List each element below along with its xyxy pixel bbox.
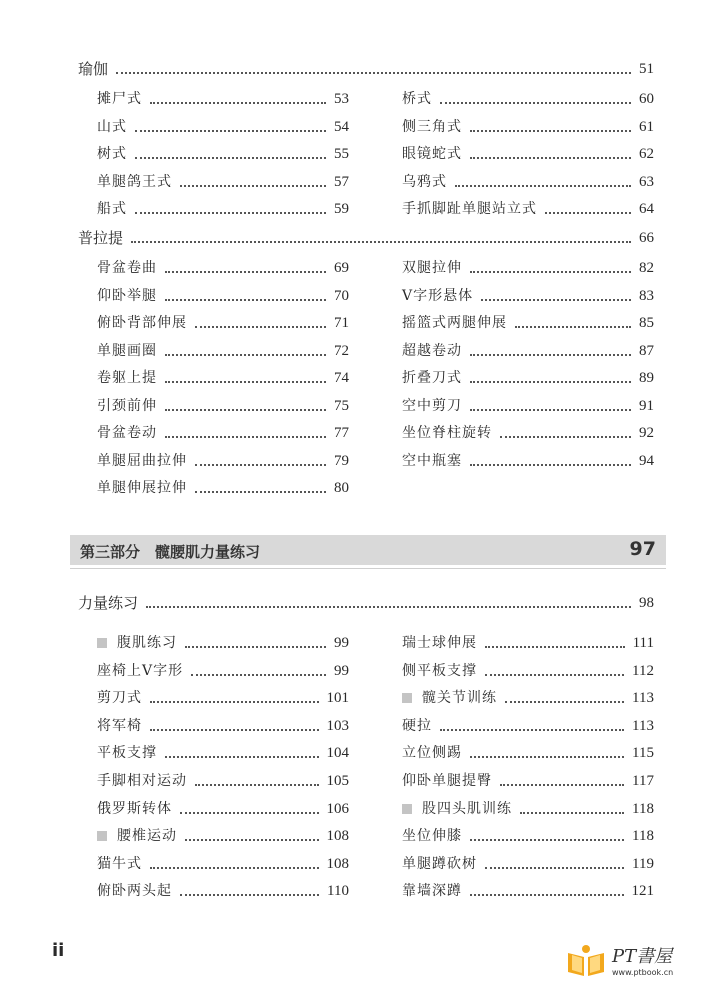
toc-entry-title [97,717,142,735]
toc-entry[interactable] [402,689,654,707]
toc-entry-page: 98 [639,595,654,611]
toc-entry-title [97,634,177,652]
toc-entry-title [78,594,138,612]
toc-entry[interactable] [97,145,349,163]
toc-entry-title [402,369,462,387]
toc-entry[interactable] [402,90,654,108]
dot-leader [545,212,631,214]
toc-entry-page: 77 [334,425,349,441]
toc-entry[interactable] [97,342,349,360]
toc-entry[interactable] [97,855,349,873]
toc-entry[interactable] [97,689,349,707]
toc-entry[interactable] [402,314,654,332]
toc-entry-text: 猫牛式 [97,855,142,872]
dot-leader [470,756,624,758]
toc-entry-page: 51 [639,61,654,77]
toc-entry-page: 53 [334,91,349,107]
toc-entry[interactable] [402,882,654,900]
toc-entry[interactable] [97,827,349,845]
toc-entry-page: 103 [326,717,349,734]
toc-entry-text: 靠墙深蹲 [402,883,462,900]
toc-entry-text: 剪刀式 [97,690,142,707]
toc-entry-text: 立位侧踢 [402,745,462,762]
square-bullet-icon [402,804,412,814]
toc-entry[interactable] [402,287,654,305]
toc-entry-text: 单腿蹲砍树 [402,855,477,872]
dot-leader [505,701,624,703]
toc-entry-text: 乌鸦式 [402,173,447,190]
toc-entry-text: 俯卧背部伸展 [97,315,187,331]
toc-entry-text: 折叠刀式 [402,370,462,386]
toc-entry-title [97,90,142,108]
dot-leader [191,674,326,676]
toc-entry-title [97,200,127,218]
toc-entry-title [97,479,187,497]
toc-entry-title [402,342,462,360]
toc-entry[interactable] [402,342,654,360]
toc-entry-page: 121 [631,883,654,900]
dot-leader [470,381,631,383]
dot-leader [165,756,319,758]
dot-leader [150,102,326,104]
toc-entry-page: 87 [639,342,654,359]
dot-leader [485,646,625,648]
toc-entry-text: 船式 [97,201,127,217]
toc-entry-title [402,744,462,762]
toc-entry-text: 髋关节训练 [422,690,497,707]
toc-entry-text: 力量练习 [78,594,139,612]
toc-entry-title [97,800,172,818]
toc-entry[interactable] [97,744,349,762]
logo-url: www.ptbook.cn [612,968,674,977]
dot-leader [135,130,326,132]
toc-entry[interactable] [402,118,654,136]
toc-entry-title [97,369,157,387]
dot-leader [150,701,319,703]
toc-entry-page: 60 [639,91,654,107]
toc-entry-text: 仰卧举腿 [97,287,157,304]
toc-entry-title [97,855,142,873]
toc-entry[interactable] [97,800,349,818]
toc-entry-text: 眼镜蛇式 [402,146,462,162]
toc-entry-text: 单腿鸽王式 [97,173,172,190]
toc-entry-title [402,772,492,790]
toc-entry[interactable] [97,772,349,790]
toc-entry[interactable] [402,369,654,387]
toc-entry-page: 105 [326,773,349,789]
toc-entry-title [402,173,447,191]
toc-entry-page: 57 [334,173,349,190]
toc-entry-page: 75 [334,397,349,414]
dot-leader [195,464,326,466]
toc-entry[interactable] [97,118,349,136]
toc-entry-title [402,397,462,415]
toc-entry-text: 坐位伸膝 [402,828,462,845]
dot-leader [485,867,624,869]
toc-entry-title [97,452,187,470]
toc-entry-page: 118 [632,828,654,845]
dot-leader [470,271,631,273]
dot-leader [195,491,326,493]
square-bullet-icon [97,638,107,648]
dot-leader [135,157,326,159]
toc-entry-text: 股四头肌训练 [422,800,512,817]
part-page-number: 97 [629,538,656,560]
toc-entry-text: 骨盆卷动 [97,425,157,441]
toc-entry-page: 104 [326,745,349,762]
toc-entry-text: 摇篮式两腿伸展 [402,315,507,331]
toc-entry-page: 80 [334,480,349,496]
dot-leader [131,241,631,243]
toc-entry-text: 平板支撑 [97,745,157,762]
toc-entry-title [97,342,157,360]
toc-entry-title [97,772,187,790]
dot-leader [195,326,326,328]
toc-entry-page: 89 [639,370,654,386]
toc-entry-text: 腹肌练习 [117,635,177,651]
toc-entry-page: 66 [639,230,654,246]
toc-entry-page: 108 [326,855,349,872]
toc-entry-page: 69 [334,260,349,276]
page-number: ii [52,940,65,961]
toc-entry-text: V字形悬体 [402,287,474,304]
toc-entry-text: 空中剪刀 [402,397,462,414]
toc-entry-title [402,424,492,442]
toc-entry-title [97,118,127,136]
divider [70,568,666,569]
toc-entry-page: 111 [632,635,654,651]
toc-entry[interactable] [402,424,654,442]
dot-leader [500,784,624,786]
toc-entry-title [97,173,172,191]
toc-entry[interactable] [402,145,654,163]
toc-section-heading[interactable] [78,60,654,78]
toc-entry-text: 普拉提 [78,229,124,247]
dot-leader [165,436,326,438]
toc-section-heading[interactable] [78,594,654,612]
toc-entry-title [402,882,462,900]
toc-entry[interactable] [97,452,349,470]
toc-entry-title [402,287,473,305]
square-bullet-icon [402,693,412,703]
toc-entry[interactable] [97,90,349,108]
toc-entry-text: 单腿伸展拉伸 [97,480,187,496]
toc-entry[interactable] [97,259,349,277]
toc-section-heading[interactable] [78,229,654,247]
dot-leader [165,409,326,411]
toc-entry-text: 硬拉 [402,717,432,734]
dot-leader [180,185,326,187]
toc-entry-text: 座椅上V字形 [97,662,184,679]
toc-entry-text: 坐位脊柱旋转 [402,425,492,441]
dot-leader [440,729,624,731]
toc-entry-page: 83 [639,287,654,304]
dot-leader [470,354,631,356]
toc-entry-page: 61 [639,118,654,135]
book-icon [566,943,606,977]
toc-entry-text: 空中瓶塞 [402,452,462,469]
toc-entry-text: 树式 [97,146,127,162]
toc-entry[interactable] [402,800,654,818]
toc-entry-title [402,800,512,818]
toc-entry-page: 92 [639,425,654,441]
dot-leader [185,646,326,648]
part-three-banner [70,535,666,565]
toc-entry-page: 110 [327,883,349,900]
toc-entry-page: 99 [334,635,349,651]
square-bullet-icon [97,831,107,841]
dot-leader [165,299,326,301]
toc-entry-title [97,689,142,707]
toc-entry-page: 62 [639,146,654,162]
toc-entry-title [402,689,497,707]
toc-entry[interactable] [97,424,349,442]
toc-entry[interactable] [97,634,349,652]
dot-leader [165,381,326,383]
dot-leader [470,839,624,841]
dot-leader [470,464,631,466]
toc-entry[interactable] [97,369,349,387]
toc-entry-text: 超越卷动 [402,342,462,359]
toc-entry-title [97,397,157,415]
toc-entry-text: 仰卧单腿提臀 [402,773,492,789]
toc-entry-text: 腰椎运动 [117,828,177,845]
toc-entry[interactable] [97,882,349,900]
toc-entry-title [402,314,507,332]
toc-entry-page: 101 [326,690,349,707]
toc-entry-page: 119 [632,855,654,872]
toc-entry[interactable] [402,662,654,680]
toc-entry-title [402,118,462,136]
toc-entry-text: 单腿画圈 [97,342,157,359]
toc-entry[interactable] [402,259,654,277]
toc-entry-title [97,259,157,277]
toc-entry-page: 115 [632,745,654,762]
toc-entry-title [97,827,177,845]
dot-leader [470,894,624,896]
toc-entry-page: 106 [326,800,349,817]
toc-entry[interactable] [97,287,349,305]
toc-entry-text: 手脚相对运动 [97,773,187,789]
toc-entry-page: 59 [334,201,349,217]
toc-entry[interactable] [97,173,349,191]
dot-leader [165,271,326,273]
toc-entry-title [78,60,108,78]
toc-entry[interactable] [402,744,654,762]
dot-leader [180,812,319,814]
toc-entry-text: 骨盆卷曲 [97,260,157,276]
toc-entry-title [97,424,157,442]
toc-entry-text: 侧三角式 [402,118,462,135]
part-title: 第三部分 髋腰肌力量练习 [80,543,261,561]
toc-entry-page: 74 [334,370,349,386]
toc-entry[interactable] [402,397,654,415]
toc-entry-page: 117 [632,773,654,789]
toc-entry-page: 82 [639,260,654,276]
toc-entry-text: 瑞士球伸展 [402,635,477,651]
toc-entry-title [78,229,123,247]
logo-name: PT書屋 [612,946,673,967]
toc-entry-page: 113 [632,690,654,707]
toc-entry-page: 72 [334,342,349,359]
dot-leader [165,354,326,356]
toc-entry-page: 108 [326,828,349,845]
toc-entry-text: 侧平板支撑 [402,662,477,679]
toc-entry-page: 70 [334,287,349,304]
toc-entry-page: 94 [639,452,654,469]
toc-entry[interactable] [402,200,654,218]
toc-entry-title [97,145,127,163]
dot-leader [520,812,624,814]
toc-entry[interactable] [97,200,349,218]
toc-entry-title [97,287,157,305]
toc-entry[interactable] [402,855,654,873]
toc-entry[interactable] [402,827,654,845]
toc-entry-page: 71 [334,315,349,331]
toc-entry-text: 瑜伽 [78,60,109,78]
toc-entry-page: 63 [639,173,654,190]
dot-leader [150,729,319,731]
dot-leader [146,606,631,608]
dot-leader [481,299,631,301]
toc-entry-title [402,145,462,163]
toc-entry-text: 手抓脚趾单腿站立式 [402,201,537,217]
toc-entry-text: 卷躯上提 [97,370,157,386]
toc-entry-text: 将军椅 [97,717,142,734]
toc-entry-text: 桥式 [402,91,432,107]
dot-leader [470,409,631,411]
dot-leader [150,867,319,869]
dot-leader [500,436,631,438]
toc-entry-page: 99 [334,662,349,679]
toc-entry-page: 85 [639,315,654,331]
toc-entry-title [97,744,157,762]
toc-entry-text: 引颈前伸 [97,397,157,414]
toc-entry-text: 摊尸式 [97,91,142,107]
toc-entry-page: 55 [334,146,349,162]
toc-entry-text: 单腿屈曲拉伸 [97,452,187,469]
dot-leader [470,157,631,159]
dot-leader [440,102,631,104]
toc-entry-title [402,259,462,277]
dot-leader [455,185,631,187]
toc-entry[interactable] [97,397,349,415]
toc-entry-title [97,882,172,900]
toc-entry-page: 113 [632,717,654,734]
toc-entry-page: 118 [632,800,654,817]
toc-entry[interactable] [97,314,349,332]
toc-entry-text: 山式 [97,118,127,135]
toc-entry-title [402,827,462,845]
watermark-logo [566,942,673,977]
toc-entry-text: 俄罗斯转体 [97,800,172,817]
dot-leader [485,674,624,676]
dot-leader [470,130,631,132]
toc-entry-title [402,717,432,735]
toc-entry-page: 112 [632,662,654,679]
toc-entry-title [402,662,477,680]
toc-entry-title [402,452,462,470]
toc-entry-page: 54 [334,118,349,135]
toc-entry[interactable] [402,717,654,735]
toc-entry-title [97,314,187,332]
toc-entry-page: 91 [639,397,654,414]
toc-entry-title [402,634,477,652]
dot-leader [180,894,319,896]
toc-entry-title [402,200,537,218]
toc-entry[interactable] [97,479,349,497]
toc-entry-title [402,90,432,108]
dot-leader [135,212,326,214]
toc-entry[interactable] [97,662,349,680]
dot-leader [185,839,319,841]
dot-leader [116,72,631,74]
toc-entry-text: 俯卧两头起 [97,883,172,900]
toc-entry-text: 双腿拉伸 [402,260,462,276]
dot-leader [515,326,631,328]
toc-entry[interactable] [402,634,654,652]
toc-entry-title [97,662,183,680]
toc-entry[interactable] [402,173,654,191]
toc-entry-page: 79 [334,452,349,469]
toc-entry-title [402,855,477,873]
toc-entry-page: 64 [639,201,654,217]
toc-entry[interactable] [97,717,349,735]
toc-entry[interactable] [402,772,654,790]
toc-entry[interactable] [402,452,654,470]
dot-leader [195,784,319,786]
